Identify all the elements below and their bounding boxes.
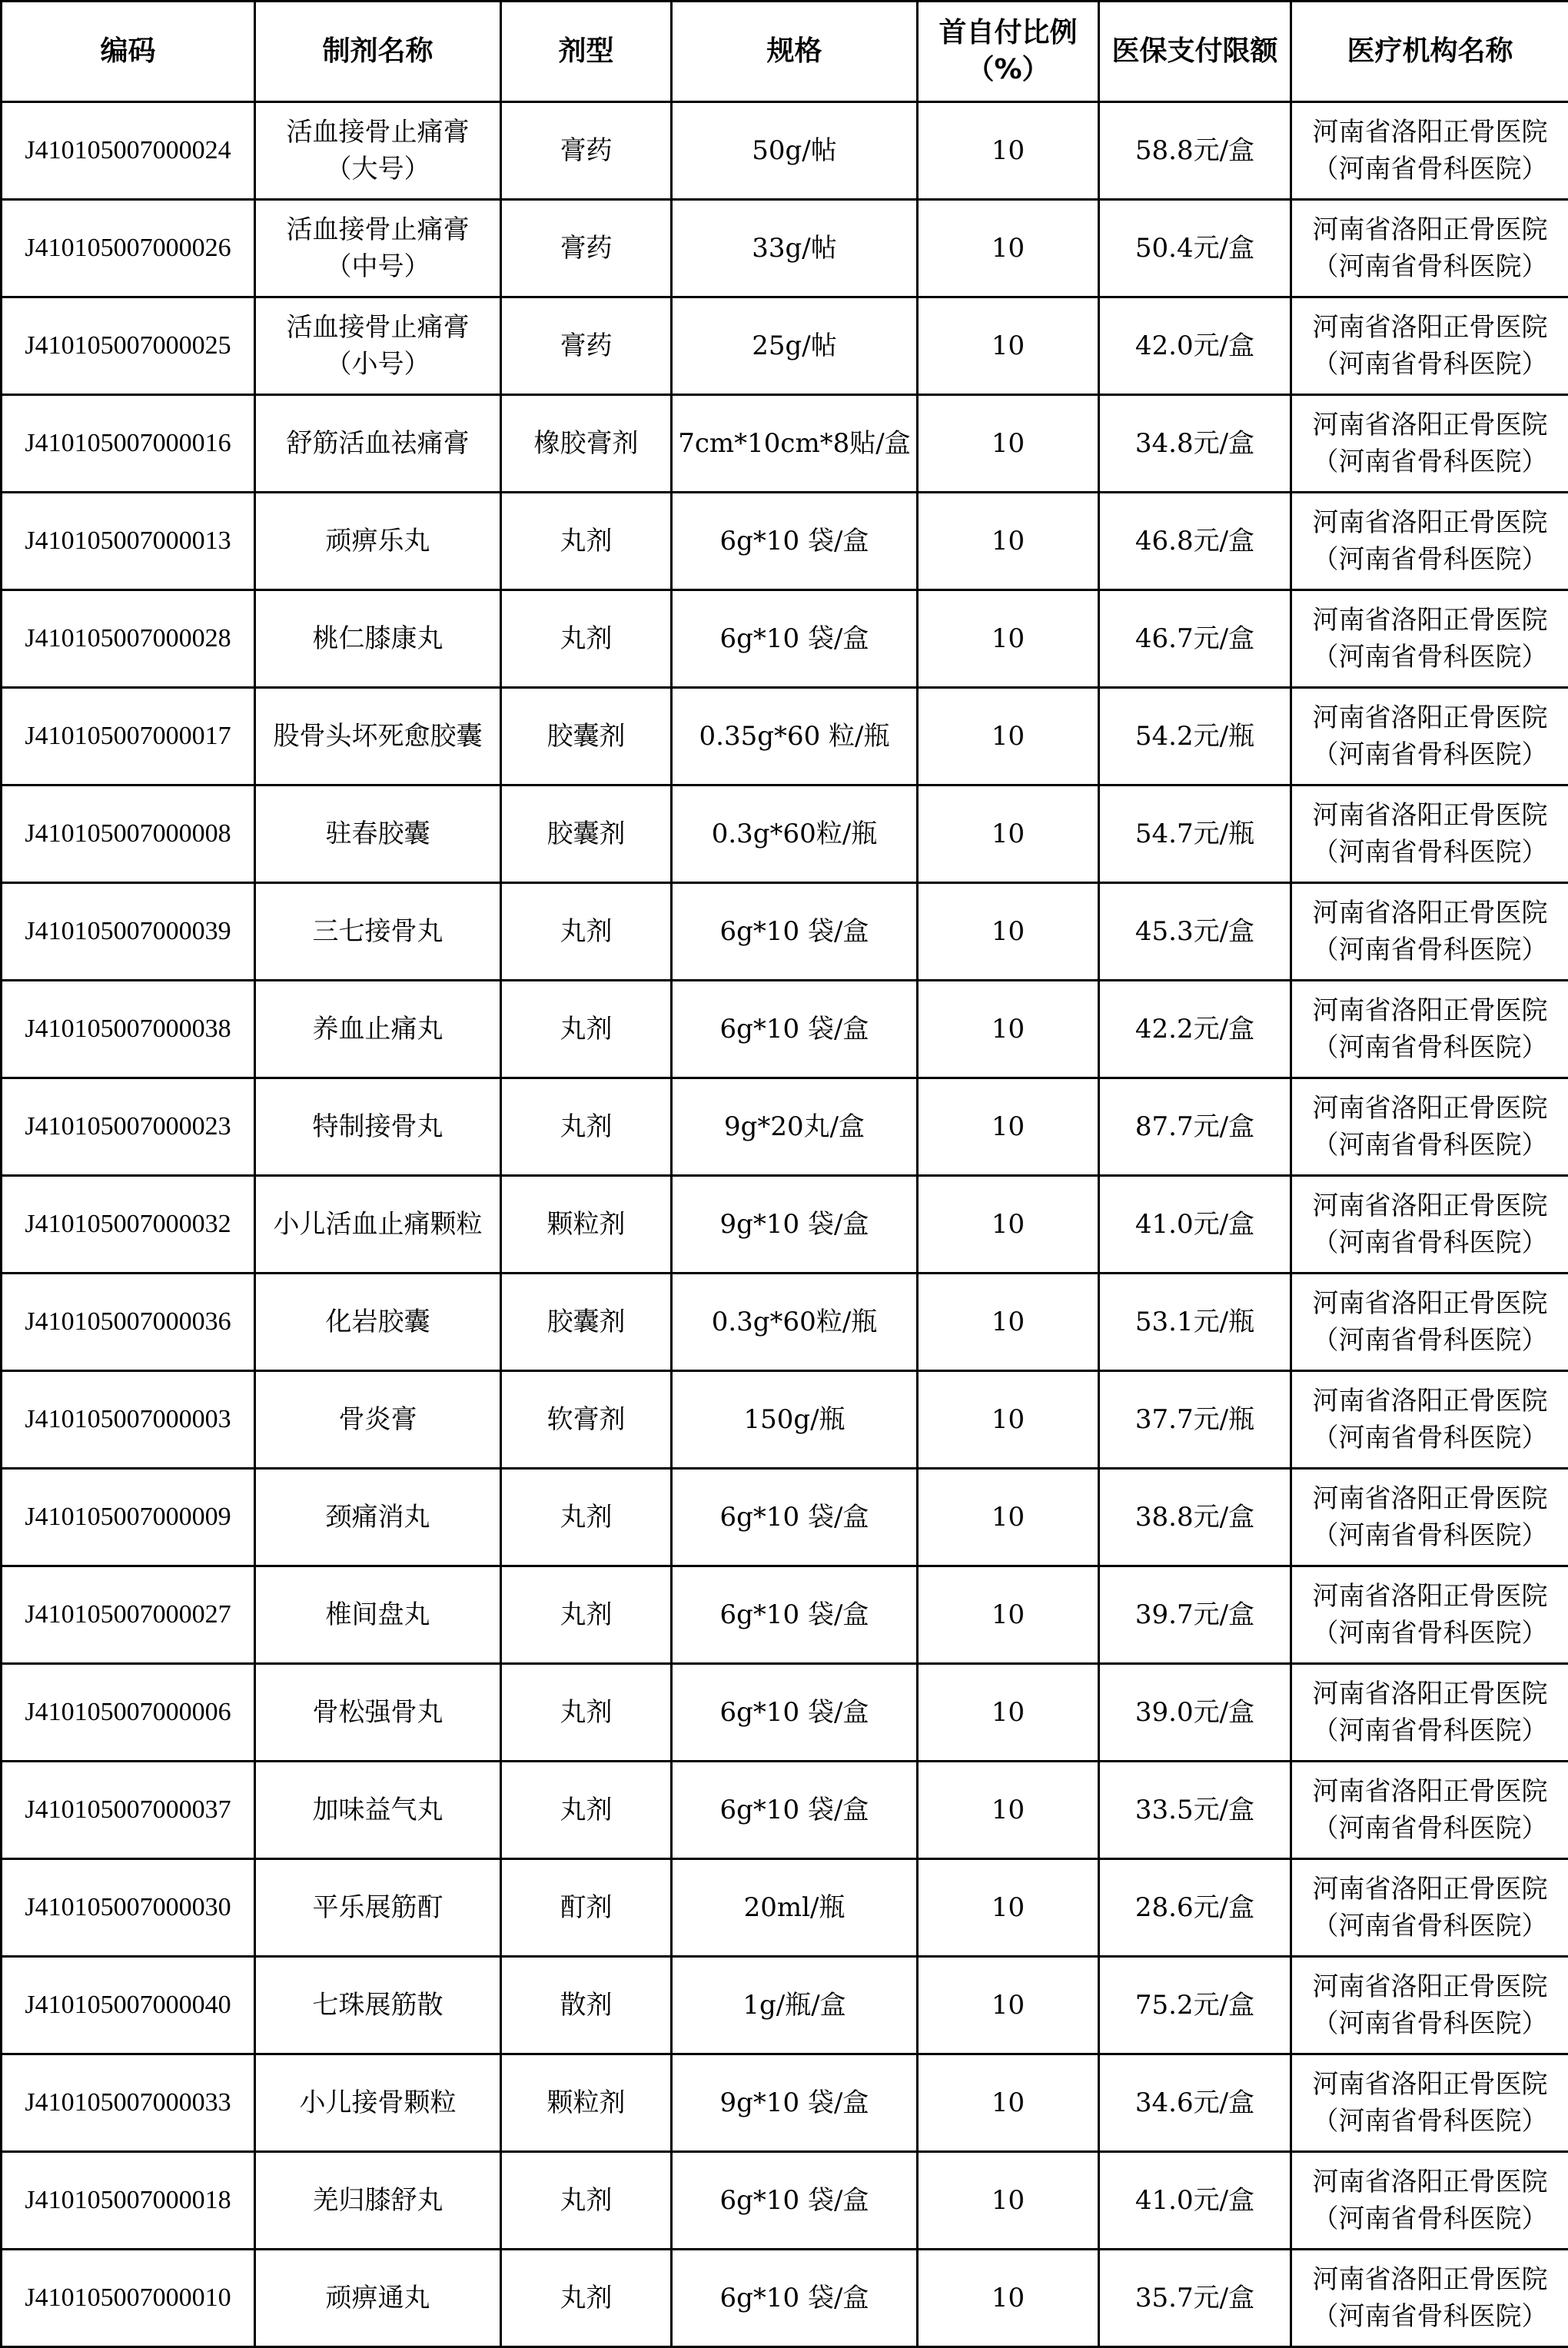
cell-hospital-line1: 河南省洛阳正骨医院 [1295, 1871, 1565, 1908]
cell-hospital-line1: 河南省洛阳正骨医院 [1295, 2066, 1565, 2103]
cell-name-line1: 骨松强骨丸 [259, 1694, 497, 1731]
cell-hospital-line2: （河南省骨科医院） [1295, 1615, 1565, 1652]
cell-spec: 6g*10 袋/盒 [672, 2250, 918, 2347]
cell-name-line1: 舒筋活血祛痛膏 [259, 425, 497, 462]
cell-name-line1: 平乐展筋酊 [259, 1889, 497, 1926]
cell-ratio: 10 [918, 1762, 1099, 1859]
cell-form: 丸剂 [501, 1566, 672, 1664]
table-row [2, 200, 1568, 297]
cell-spec: 6g*10 袋/盒 [672, 1762, 918, 1859]
cell-ratio: 10 [918, 883, 1099, 981]
cell-hospital-line2: （河南省骨科医院） [1295, 736, 1565, 773]
cell-name [255, 981, 501, 1078]
cell-hospital-line2: （河南省骨科医院） [1295, 346, 1565, 383]
table-body [2, 102, 1568, 2347]
cell-form: 丸剂 [501, 981, 672, 1078]
cell-form: 丸剂 [501, 883, 672, 981]
cell-form: 膏药 [501, 297, 672, 395]
cell-name-line1: 椎间盘丸 [259, 1596, 497, 1633]
cell-limit: 87.7元/盒 [1099, 1078, 1291, 1176]
cell-name-line1: 加味益气丸 [259, 1792, 497, 1828]
cell-ratio: 10 [918, 1859, 1099, 1957]
cell-form: 丸剂 [501, 1469, 672, 1566]
cell-name [255, 2152, 501, 2250]
cell-ratio: 10 [918, 2054, 1099, 2152]
cell-name-line1: 股骨头坏死愈胶囊 [259, 718, 497, 755]
cell-hospital [1291, 1664, 1568, 1762]
cell-hospital-line2: （河南省骨科医院） [1295, 639, 1565, 676]
cell-hospital [1291, 2054, 1568, 2152]
table-row [2, 2152, 1568, 2250]
table-row [2, 102, 1568, 200]
cell-limit: 42.2元/盒 [1099, 981, 1291, 1078]
table-row [2, 1274, 1568, 1371]
cell-ratio: 10 [918, 2250, 1099, 2347]
cell-limit: 37.7元/瓶 [1099, 1371, 1291, 1469]
cell-name-line1: 活血接骨止痛膏 [259, 309, 497, 346]
cell-ratio: 10 [918, 590, 1099, 688]
cell-limit: 54.7元/瓶 [1099, 785, 1291, 883]
cell-form: 丸剂 [501, 1664, 672, 1762]
cell-name [255, 297, 501, 395]
cell-ratio: 10 [918, 688, 1099, 785]
cell-limit: 46.8元/盒 [1099, 493, 1291, 590]
cell-hospital-line1: 河南省洛阳正骨医院 [1295, 699, 1565, 736]
cell-form: 胶囊剂 [501, 688, 672, 785]
table-row [2, 1664, 1568, 1762]
cell-hospital [1291, 1371, 1568, 1469]
cell-name [255, 1469, 501, 1566]
cell-name [255, 785, 501, 883]
cell-hospital [1291, 297, 1568, 395]
cell-code: J410105007000013 [2, 493, 255, 590]
cell-hospital-line2: （河南省骨科医院） [1295, 1224, 1565, 1261]
cell-hospital [1291, 200, 1568, 297]
cell-limit: 58.8元/盒 [1099, 102, 1291, 200]
cell-name [255, 883, 501, 981]
cell-spec: 6g*10 袋/盒 [672, 1469, 918, 1566]
cell-hospital [1291, 785, 1568, 883]
cell-name-line2: （中号） [259, 248, 497, 285]
cell-hospital-line2: （河南省骨科医院） [1295, 151, 1565, 188]
cell-limit: 39.7元/盒 [1099, 1566, 1291, 1664]
cell-ratio: 10 [918, 200, 1099, 297]
cell-code: J410105007000009 [2, 1469, 255, 1566]
cell-form: 膏药 [501, 200, 672, 297]
cell-hospital-line2: （河南省骨科医院） [1295, 1908, 1565, 1944]
cell-hospital [1291, 883, 1568, 981]
cell-name-line1: 三七接骨丸 [259, 913, 497, 950]
cell-code: J410105007000010 [2, 2250, 255, 2347]
cell-code: J410105007000040 [2, 1957, 255, 2054]
cell-hospital [1291, 1859, 1568, 1957]
cell-spec: 9g*20丸/盒 [672, 1078, 918, 1176]
cell-name [255, 1859, 501, 1957]
cell-spec: 20ml/瓶 [672, 1859, 918, 1957]
cell-ratio: 10 [918, 102, 1099, 200]
cell-form: 橡胶膏剂 [501, 395, 672, 493]
cell-ratio: 10 [918, 493, 1099, 590]
cell-hospital-line2: （河南省骨科医院） [1295, 541, 1565, 578]
cell-hospital-line2: （河南省骨科医院） [1295, 2103, 1565, 2140]
table-row [2, 1078, 1568, 1176]
cell-hospital-line2: （河南省骨科医院） [1295, 932, 1565, 968]
cell-spec: 150g/瓶 [672, 1371, 918, 1469]
cell-hospital-line1: 河南省洛阳正骨医院 [1295, 1968, 1565, 2005]
header-row [2, 2, 1568, 102]
cell-limit: 35.7元/盒 [1099, 2250, 1291, 2347]
cell-code: J410105007000028 [2, 590, 255, 688]
cell-hospital-line1: 河南省洛阳正骨医院 [1295, 407, 1565, 443]
cell-ratio: 10 [918, 981, 1099, 1078]
cell-ratio: 10 [918, 1957, 1099, 2054]
cell-spec: 0.35g*60 粒/瓶 [672, 688, 918, 785]
table-row [2, 1762, 1568, 1859]
cell-hospital [1291, 1274, 1568, 1371]
cell-spec: 0.3g*60粒/瓶 [672, 1274, 918, 1371]
cell-spec: 6g*10 袋/盒 [672, 493, 918, 590]
cell-hospital-line2: （河南省骨科医院） [1295, 443, 1565, 480]
cell-spec: 1g/瓶/盒 [672, 1957, 918, 2054]
cell-spec: 6g*10 袋/盒 [672, 981, 918, 1078]
cell-hospital-line2: （河南省骨科医院） [1295, 1127, 1565, 1164]
cell-code: J410105007000006 [2, 1664, 255, 1762]
table-row [2, 2250, 1568, 2347]
cell-hospital-line2: （河南省骨科医院） [1295, 1517, 1565, 1554]
cell-hospital-line1: 河南省洛阳正骨医院 [1295, 114, 1565, 151]
cell-ratio: 10 [918, 395, 1099, 493]
cell-code: J410105007000038 [2, 981, 255, 1078]
cell-name [255, 1664, 501, 1762]
cell-hospital-line1: 河南省洛阳正骨医院 [1295, 1773, 1565, 1810]
cell-hospital-line1: 河南省洛阳正骨医院 [1295, 211, 1565, 248]
cell-name-line1: 驻春胶囊 [259, 815, 497, 852]
cell-limit: 28.6元/盒 [1099, 1859, 1291, 1957]
cell-hospital-line1: 河南省洛阳正骨医院 [1295, 1285, 1565, 1322]
cell-limit: 33.5元/盒 [1099, 1762, 1291, 1859]
cell-spec: 9g*10 袋/盒 [672, 2054, 918, 2152]
cell-name-line2: （大号） [259, 151, 497, 188]
cell-name [255, 590, 501, 688]
cell-hospital-line2: （河南省骨科医院） [1295, 1420, 1565, 1456]
cell-hospital [1291, 102, 1568, 200]
cell-hospital-line2: （河南省骨科医院） [1295, 1029, 1565, 1066]
cell-spec: 6g*10 袋/盒 [672, 1566, 918, 1664]
cell-code: J410105007000033 [2, 2054, 255, 2152]
table-row [2, 493, 1568, 590]
table-row [2, 1469, 1568, 1566]
cell-code: J410105007000036 [2, 1274, 255, 1371]
table-row [2, 785, 1568, 883]
header-hospital: 医疗机构名称 [1291, 2, 1568, 102]
header-form: 剂型 [501, 2, 672, 102]
cell-name [255, 1566, 501, 1664]
header-spec: 规格 [672, 2, 918, 102]
cell-form: 膏药 [501, 102, 672, 200]
cell-name-line1: 顽痹乐丸 [259, 523, 497, 560]
cell-ratio: 10 [918, 1274, 1099, 1371]
cell-code: J410105007000037 [2, 1762, 255, 1859]
cell-form: 胶囊剂 [501, 785, 672, 883]
cell-hospital [1291, 981, 1568, 1078]
cell-code: J410105007000026 [2, 200, 255, 297]
cell-hospital-line2: （河南省骨科医院） [1295, 1322, 1565, 1359]
cell-name-line1: 活血接骨止痛膏 [259, 114, 497, 151]
table-row [2, 2054, 1568, 2152]
cell-ratio: 10 [918, 1566, 1099, 1664]
cell-limit: 46.7元/盒 [1099, 590, 1291, 688]
header-ratio-line2: （%） [922, 51, 1095, 88]
cell-code: J410105007000024 [2, 102, 255, 200]
cell-code: J410105007000008 [2, 785, 255, 883]
cell-hospital-line1: 河南省洛阳正骨医院 [1295, 1187, 1565, 1224]
cell-name [255, 1274, 501, 1371]
cell-code: J410105007000027 [2, 1566, 255, 1664]
cell-ratio: 10 [918, 1078, 1099, 1176]
cell-name-line1: 颈痛消丸 [259, 1499, 497, 1536]
table-row [2, 1371, 1568, 1469]
cell-spec: 6g*10 袋/盒 [672, 883, 918, 981]
cell-code: J410105007000030 [2, 1859, 255, 1957]
cell-name-line1: 七珠展筋散 [259, 1987, 497, 2024]
cell-name [255, 200, 501, 297]
cell-hospital-line1: 河南省洛阳正骨医院 [1295, 504, 1565, 541]
cell-ratio: 10 [918, 2152, 1099, 2250]
cell-code: J410105007000039 [2, 883, 255, 981]
cell-name-line1: 桃仁膝康丸 [259, 620, 497, 657]
cell-name-line1: 特制接骨丸 [259, 1108, 497, 1145]
cell-hospital [1291, 2250, 1568, 2347]
cell-hospital-line1: 河南省洛阳正骨医院 [1295, 1383, 1565, 1420]
cell-spec: 6g*10 袋/盒 [672, 2152, 918, 2250]
cell-hospital-line2: （河南省骨科医院） [1295, 248, 1565, 285]
cell-name [255, 1371, 501, 1469]
cell-hospital-line1: 河南省洛阳正骨医院 [1295, 1480, 1565, 1517]
cell-spec: 9g*10 袋/盒 [672, 1176, 918, 1274]
cell-form: 酊剂 [501, 1859, 672, 1957]
table-row [2, 883, 1568, 981]
cell-hospital [1291, 493, 1568, 590]
cell-form: 颗粒剂 [501, 2054, 672, 2152]
cell-ratio: 10 [918, 1176, 1099, 1274]
cell-name-line1: 小儿活血止痛颗粒 [259, 1206, 497, 1243]
cell-hospital [1291, 1957, 1568, 2054]
cell-code: J410105007000025 [2, 297, 255, 395]
header-ratio-line1: 首自付比例 [922, 15, 1095, 51]
cell-limit: 38.8元/盒 [1099, 1469, 1291, 1566]
cell-spec: 7cm*10cm*8贴/盒 [672, 395, 918, 493]
cell-limit: 42.0元/盒 [1099, 297, 1291, 395]
cell-spec: 25g/帖 [672, 297, 918, 395]
cell-ratio: 10 [918, 785, 1099, 883]
cell-limit: 53.1元/瓶 [1099, 1274, 1291, 1371]
cell-ratio: 10 [918, 1469, 1099, 1566]
cell-name-line1: 小儿接骨颗粒 [259, 2084, 497, 2121]
cell-name [255, 2054, 501, 2152]
cell-spec: 6g*10 袋/盒 [672, 590, 918, 688]
cell-code: J410105007000018 [2, 2152, 255, 2250]
header-ratio [918, 2, 1099, 102]
cell-hospital-line1: 河南省洛阳正骨医院 [1295, 2261, 1565, 2298]
table-row [2, 297, 1568, 395]
table-row [2, 688, 1568, 785]
cell-hospital-line2: （河南省骨科医院） [1295, 2200, 1565, 2237]
table-row [2, 395, 1568, 493]
cell-form: 颗粒剂 [501, 1176, 672, 1274]
cell-hospital [1291, 1566, 1568, 1664]
cell-hospital-line1: 河南省洛阳正骨医院 [1295, 1578, 1565, 1615]
cell-name-line2: （小号） [259, 346, 497, 383]
cell-ratio: 10 [918, 1371, 1099, 1469]
cell-hospital-line1: 河南省洛阳正骨医院 [1295, 602, 1565, 639]
cell-limit: 34.6元/盒 [1099, 2054, 1291, 2152]
cell-hospital-line2: （河南省骨科医院） [1295, 2005, 1565, 2042]
cell-form: 软膏剂 [501, 1371, 672, 1469]
cell-limit: 45.3元/盒 [1099, 883, 1291, 981]
cell-hospital [1291, 1469, 1568, 1566]
cell-hospital-line2: （河南省骨科医院） [1295, 1810, 1565, 1847]
cell-spec: 6g*10 袋/盒 [672, 1664, 918, 1762]
cell-limit: 50.4元/盒 [1099, 200, 1291, 297]
cell-hospital-line2: （河南省骨科医院） [1295, 1712, 1565, 1749]
cell-code: J410105007000003 [2, 1371, 255, 1469]
table-row [2, 1566, 1568, 1664]
cell-ratio: 10 [918, 1664, 1099, 1762]
cell-form: 散剂 [501, 1957, 672, 2054]
cell-spec: 50g/帖 [672, 102, 918, 200]
cell-name-line1: 顽痹通丸 [259, 2280, 497, 2316]
cell-hospital [1291, 2152, 1568, 2250]
cell-hospital-line2: （河南省骨科医院） [1295, 834, 1565, 871]
cell-name [255, 688, 501, 785]
cell-spec: 33g/帖 [672, 200, 918, 297]
cell-hospital-line1: 河南省洛阳正骨医院 [1295, 2164, 1565, 2200]
cell-hospital-line1: 河南省洛阳正骨医院 [1295, 1090, 1565, 1127]
cell-hospital-line1: 河南省洛阳正骨医院 [1295, 309, 1565, 346]
cell-form: 丸剂 [501, 493, 672, 590]
header-limit: 医保支付限额 [1099, 2, 1291, 102]
cell-name-line1: 化岩胶囊 [259, 1304, 497, 1340]
cell-hospital-line2: （河南省骨科医院） [1295, 2298, 1565, 2335]
cell-hospital [1291, 1762, 1568, 1859]
table-row [2, 1176, 1568, 1274]
cell-ratio: 10 [918, 297, 1099, 395]
cell-code: J410105007000017 [2, 688, 255, 785]
header-name: 制剂名称 [255, 2, 501, 102]
table-row [2, 590, 1568, 688]
table-row [2, 1859, 1568, 1957]
cell-hospital-line1: 河南省洛阳正骨医院 [1295, 1675, 1565, 1712]
cell-limit: 41.0元/盒 [1099, 1176, 1291, 1274]
cell-limit: 41.0元/盒 [1099, 2152, 1291, 2250]
cell-name [255, 1762, 501, 1859]
cell-hospital-line1: 河南省洛阳正骨医院 [1295, 797, 1565, 834]
cell-limit: 54.2元/瓶 [1099, 688, 1291, 785]
cell-hospital [1291, 1078, 1568, 1176]
cell-form: 丸剂 [501, 2250, 672, 2347]
cell-name-line1: 羌归膝舒丸 [259, 2182, 497, 2219]
cell-name [255, 1176, 501, 1274]
cell-hospital [1291, 590, 1568, 688]
cell-form: 丸剂 [501, 1762, 672, 1859]
cell-name [255, 395, 501, 493]
cell-limit: 39.0元/盒 [1099, 1664, 1291, 1762]
cell-name [255, 102, 501, 200]
header-code: 编码 [2, 2, 255, 102]
cell-code: J410105007000032 [2, 1176, 255, 1274]
cell-hospital-line1: 河南省洛阳正骨医院 [1295, 992, 1565, 1029]
cell-code: J410105007000016 [2, 395, 255, 493]
cell-form: 丸剂 [501, 2152, 672, 2250]
cell-spec: 0.3g*60粒/瓶 [672, 785, 918, 883]
cell-name-line1: 骨炎膏 [259, 1401, 497, 1438]
cell-name-line1: 养血止痛丸 [259, 1011, 497, 1048]
cell-name-line1: 活血接骨止痛膏 [259, 211, 497, 248]
cell-form: 胶囊剂 [501, 1274, 672, 1371]
cell-form: 丸剂 [501, 1078, 672, 1176]
cell-limit: 34.8元/盒 [1099, 395, 1291, 493]
cell-hospital [1291, 1176, 1568, 1274]
cell-code: J410105007000023 [2, 1078, 255, 1176]
cell-form: 丸剂 [501, 590, 672, 688]
cell-limit: 75.2元/盒 [1099, 1957, 1291, 2054]
cell-name [255, 1957, 501, 2054]
table-row [2, 1957, 1568, 2054]
cell-hospital [1291, 688, 1568, 785]
cell-hospital-line1: 河南省洛阳正骨医院 [1295, 895, 1565, 932]
cell-hospital [1291, 395, 1568, 493]
table-row [2, 981, 1568, 1078]
cell-name [255, 493, 501, 590]
cell-name [255, 2250, 501, 2347]
cell-name [255, 1078, 501, 1176]
